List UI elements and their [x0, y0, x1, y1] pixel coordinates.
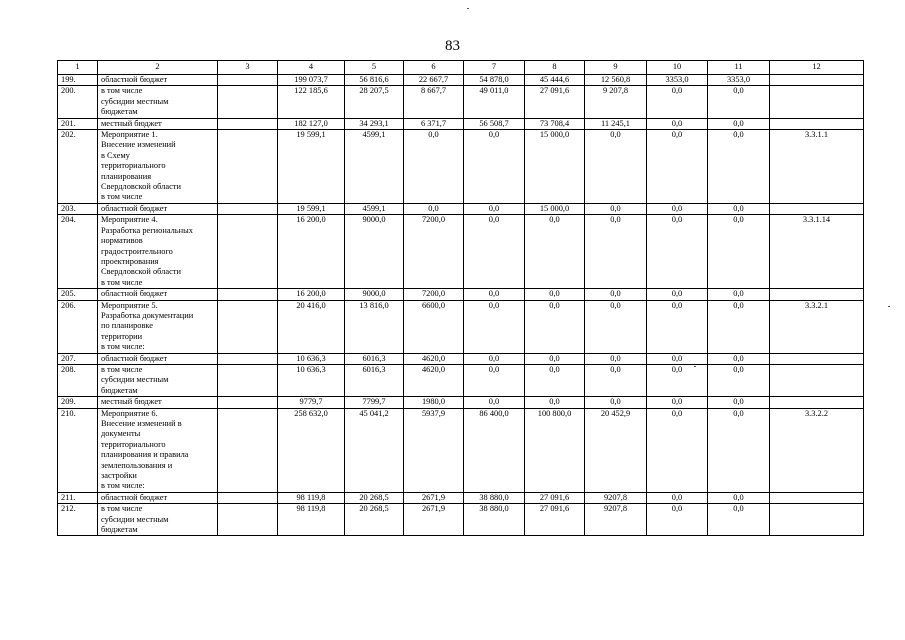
- amount-cell: 19 599,1: [278, 130, 345, 204]
- amount-cell: 0,0: [585, 397, 647, 408]
- description-line: Мероприятие 4.: [101, 215, 158, 225]
- description-line: Свердловской области: [101, 267, 181, 277]
- description-line: в том числе:: [101, 481, 145, 491]
- description-line: Разработка региональных: [101, 225, 193, 235]
- amount-cell: 20 268,5: [345, 504, 404, 536]
- amount-cell: 0,0: [647, 300, 708, 353]
- description-line: областной бюджет: [101, 289, 168, 299]
- description-cell: [98, 408, 218, 492]
- amount-cell: 0,0: [708, 408, 770, 492]
- amount-cell: 3353,0: [708, 75, 770, 86]
- amount-cell: 0,0: [464, 130, 525, 204]
- amount-cell: 27 091,6: [525, 492, 585, 503]
- amount-cell: 15 000,0: [525, 130, 585, 204]
- amount-cell: 0,0: [464, 289, 525, 300]
- table-row: [58, 75, 864, 86]
- amount-cell: 16 200,0: [278, 289, 345, 300]
- description-cell: [98, 86, 218, 118]
- amount-cell: 0,0: [525, 300, 585, 353]
- amount-cell: 7200,0: [404, 215, 464, 289]
- amount-cell: 0,0: [708, 130, 770, 204]
- amount-cell: 20 416,0: [278, 300, 345, 353]
- description-line: в том числе: [101, 277, 143, 287]
- target-indicator-cell: [770, 289, 864, 300]
- column-3-cell: [218, 130, 278, 204]
- description-line: в том числе: [101, 86, 143, 96]
- amount-cell: 6016,3: [345, 353, 404, 364]
- description-line: Внесение изменений: [101, 140, 176, 150]
- target-indicator-cell: [770, 118, 864, 129]
- amount-cell: 0,0: [647, 289, 708, 300]
- description-line: территории: [101, 331, 143, 341]
- amount-cell: 45 444,6: [525, 75, 585, 86]
- description-line: нормативов: [101, 236, 143, 246]
- amount-cell: 9000,0: [345, 215, 404, 289]
- amount-cell: 15 000,0: [525, 203, 585, 214]
- column-3-cell: [218, 397, 278, 408]
- amount-cell: 6600,0: [404, 300, 464, 353]
- amount-cell: 0,0: [585, 300, 647, 353]
- amount-cell: 0,0: [708, 492, 770, 503]
- amount-cell: 12 560,8: [585, 75, 647, 86]
- amount-cell: 0,0: [647, 364, 708, 396]
- column-header: 8: [525, 61, 585, 75]
- column-header: 5: [345, 61, 404, 75]
- target-indicator-cell: 3.3.1.14: [770, 215, 864, 289]
- amount-cell: 16 200,0: [278, 215, 345, 289]
- amount-cell: 0,0: [708, 86, 770, 118]
- description-cell: [98, 300, 218, 353]
- table-row: [58, 86, 864, 118]
- description-line: территориального: [101, 439, 166, 449]
- column-header: 11: [708, 61, 770, 75]
- amount-cell: 0,0: [585, 215, 647, 289]
- column-header: 4: [278, 61, 345, 75]
- amount-cell: 0,0: [585, 289, 647, 300]
- amount-cell: 10 636,3: [278, 353, 345, 364]
- table-row: [58, 492, 864, 503]
- row-number-cell: 205.: [58, 289, 98, 300]
- row-number-cell: 212.: [58, 504, 98, 536]
- amount-cell: 3353,0: [647, 75, 708, 86]
- amount-cell: 7799,7: [345, 397, 404, 408]
- budget-table: [57, 60, 864, 536]
- amount-cell: 27 091,6: [525, 86, 585, 118]
- table-row: [58, 300, 864, 353]
- description-line: застройки: [101, 471, 137, 481]
- column-3-cell: [218, 492, 278, 503]
- table-header-row: [58, 61, 864, 75]
- description-line: бюджетам: [101, 385, 138, 395]
- table-row: [58, 215, 864, 289]
- amount-cell: 1980,0: [404, 397, 464, 408]
- description-cell: [98, 492, 218, 503]
- table-row: [58, 289, 864, 300]
- row-number-cell: 200.: [58, 86, 98, 118]
- amount-cell: 54 878,0: [464, 75, 525, 86]
- column-3-cell: [218, 408, 278, 492]
- description-line: областной бюджет: [101, 492, 168, 502]
- amount-cell: 0,0: [585, 130, 647, 204]
- amount-cell: 28 207,5: [345, 86, 404, 118]
- amount-cell: 0,0: [525, 397, 585, 408]
- amount-cell: 5937,9: [404, 408, 464, 492]
- description-line: градостроительного: [101, 246, 173, 256]
- amount-cell: 4599,1: [345, 203, 404, 214]
- amount-cell: 4620,0: [404, 353, 464, 364]
- column-3-cell: [218, 504, 278, 536]
- amount-cell: 6 371,7: [404, 118, 464, 129]
- description-line: землепользования и: [101, 460, 173, 470]
- amount-cell: 0,0: [647, 492, 708, 503]
- amount-cell: 0,0: [647, 504, 708, 536]
- description-cell: [98, 289, 218, 300]
- amount-cell: 56 816,6: [345, 75, 404, 86]
- amount-cell: 8 667,7: [404, 86, 464, 118]
- amount-cell: 38 880,0: [464, 504, 525, 536]
- amount-cell: 0,0: [525, 215, 585, 289]
- description-line: документы: [101, 429, 141, 439]
- amount-cell: 0,0: [525, 364, 585, 396]
- description-line: субсидии местным: [101, 375, 169, 385]
- column-header: 2: [98, 61, 218, 75]
- description-line: Внесение изменений в: [101, 419, 182, 428]
- table-row: [58, 118, 864, 129]
- table-body: [58, 75, 864, 536]
- table-row: [58, 203, 864, 214]
- description-line: областной бюджет: [101, 75, 168, 84]
- description-line: Мероприятие 5.: [101, 300, 158, 310]
- amount-cell: 0,0: [708, 364, 770, 396]
- amount-cell: 73 708,4: [525, 118, 585, 129]
- amount-cell: 0,0: [525, 353, 585, 364]
- amount-cell: 56 508,7: [464, 118, 525, 129]
- column-3-cell: [218, 215, 278, 289]
- target-indicator-cell: [770, 504, 864, 536]
- row-number-cell: 199.: [58, 75, 98, 86]
- amount-cell: 19 599,1: [278, 203, 345, 214]
- description-line: территориального: [101, 161, 166, 171]
- column-3-cell: [218, 75, 278, 86]
- description-line: субсидии местным: [101, 514, 169, 524]
- target-indicator-cell: [770, 492, 864, 503]
- description-cell: [98, 118, 218, 129]
- description-line: Свердловской области: [101, 182, 181, 192]
- amount-cell: 0,0: [404, 203, 464, 214]
- amount-cell: 6016,3: [345, 364, 404, 396]
- amount-cell: 86 400,0: [464, 408, 525, 492]
- target-indicator-cell: [770, 364, 864, 396]
- column-3-cell: [218, 353, 278, 364]
- description-cell: [98, 397, 218, 408]
- description-line: Разработка документации: [101, 310, 194, 320]
- amount-cell: 0,0: [708, 397, 770, 408]
- column-header: 10: [647, 61, 708, 75]
- amount-cell: 2671,9: [404, 504, 464, 536]
- target-indicator-cell: [770, 397, 864, 408]
- table-row: [58, 353, 864, 364]
- amount-cell: 0,0: [708, 118, 770, 129]
- description-line: по планировке: [101, 321, 154, 331]
- column-header: 1: [58, 61, 98, 75]
- amount-cell: 4599,1: [345, 130, 404, 204]
- target-indicator-cell: [770, 353, 864, 364]
- row-number-cell: 210.: [58, 408, 98, 492]
- amount-cell: 98 119,8: [278, 492, 345, 503]
- description-line: в том числе: [101, 504, 143, 514]
- amount-cell: 0,0: [525, 289, 585, 300]
- amount-cell: 0,0: [647, 408, 708, 492]
- table-row: [58, 504, 864, 536]
- amount-cell: 45 041,2: [345, 408, 404, 492]
- amount-cell: 0,0: [708, 203, 770, 214]
- amount-cell: 9 207,8: [585, 86, 647, 118]
- amount-cell: 9207,8: [585, 492, 647, 503]
- target-indicator-cell: [770, 75, 864, 86]
- amount-cell: 27 091,6: [525, 504, 585, 536]
- row-number-cell: 208.: [58, 364, 98, 396]
- description-line: планирования и правила: [101, 450, 189, 460]
- amount-cell: 10 636,3: [278, 364, 345, 396]
- page-number: 83: [445, 38, 460, 54]
- amount-cell: 0,0: [647, 353, 708, 364]
- description-cell: [98, 130, 218, 204]
- target-indicator-cell: [770, 86, 864, 118]
- amount-cell: 20 452,9: [585, 408, 647, 492]
- row-number-cell: 201.: [58, 118, 98, 129]
- table-row: [58, 364, 864, 396]
- row-number-cell: 207.: [58, 353, 98, 364]
- amount-cell: 2671,9: [404, 492, 464, 503]
- amount-cell: 98 119,8: [278, 504, 345, 536]
- target-indicator-cell: 3.3.2.1: [770, 300, 864, 353]
- table-row: [58, 397, 864, 408]
- description-line: в том числе:: [101, 342, 145, 352]
- amount-cell: 0,0: [464, 397, 525, 408]
- amount-cell: 0,0: [708, 215, 770, 289]
- amount-cell: 0,0: [647, 118, 708, 129]
- table-row: [58, 408, 864, 492]
- amount-cell: 0,0: [464, 203, 525, 214]
- description-line: областной бюджет: [101, 353, 168, 363]
- row-number-cell: 204.: [58, 215, 98, 289]
- description-line: бюджетам: [101, 525, 138, 535]
- description-line: бюджетам: [101, 107, 138, 117]
- description-cell: [98, 353, 218, 364]
- amount-cell: 100 800,0: [525, 408, 585, 492]
- amount-cell: 199 073,7: [278, 75, 345, 86]
- amount-cell: 0,0: [585, 353, 647, 364]
- amount-cell: 0,0: [464, 353, 525, 364]
- amount-cell: 11 245,1: [585, 118, 647, 129]
- description-line: в том числе: [101, 364, 143, 374]
- amount-cell: 0,0: [464, 300, 525, 353]
- amount-cell: 0,0: [647, 397, 708, 408]
- amount-cell: 4620,0: [404, 364, 464, 396]
- scan-speck: [888, 306, 890, 307]
- amount-cell: 7200,0: [404, 289, 464, 300]
- scan-speck: [467, 8, 469, 9]
- column-header: 6: [404, 61, 464, 75]
- description-line: местный бюджет: [101, 118, 162, 128]
- amount-cell: 34 293,1: [345, 118, 404, 129]
- column-header: 9: [585, 61, 647, 75]
- amount-cell: 0,0: [464, 364, 525, 396]
- amount-cell: 258 632,0: [278, 408, 345, 492]
- amount-cell: 0,0: [708, 289, 770, 300]
- description-line: областной бюджет: [101, 203, 168, 213]
- description-cell: [98, 203, 218, 214]
- amount-cell: 0,0: [708, 300, 770, 353]
- column-3-cell: [218, 300, 278, 353]
- amount-cell: 49 011,0: [464, 86, 525, 118]
- amount-cell: 22 667,7: [404, 75, 464, 86]
- description-line: местный бюджет: [101, 397, 162, 407]
- amount-cell: 0,0: [647, 215, 708, 289]
- row-number-cell: 202.: [58, 130, 98, 204]
- column-header: 12: [770, 61, 864, 75]
- target-indicator-cell: 3.3.1.1: [770, 130, 864, 204]
- row-number-cell: 211.: [58, 492, 98, 503]
- amount-cell: 9000,0: [345, 289, 404, 300]
- description-line: Мероприятие 6.: [101, 408, 158, 418]
- amount-cell: 0,0: [647, 86, 708, 118]
- amount-cell: 9207,8: [585, 504, 647, 536]
- amount-cell: 0,0: [404, 130, 464, 204]
- description-cell: [98, 75, 218, 86]
- column-header: 3: [218, 61, 278, 75]
- column-3-cell: [218, 364, 278, 396]
- amount-cell: 13 816,0: [345, 300, 404, 353]
- amount-cell: 38 880,0: [464, 492, 525, 503]
- amount-cell: 0,0: [647, 130, 708, 204]
- amount-cell: 9779,7: [278, 397, 345, 408]
- amount-cell: 0,0: [585, 364, 647, 396]
- row-number-cell: 209.: [58, 397, 98, 408]
- amount-cell: 0,0: [464, 215, 525, 289]
- description-cell: [98, 504, 218, 536]
- description-line: субсидии местным: [101, 96, 169, 106]
- description-cell: [98, 215, 218, 289]
- row-number-cell: 203.: [58, 203, 98, 214]
- column-3-cell: [218, 118, 278, 129]
- description-line: проектирования: [101, 256, 159, 266]
- target-indicator-cell: [770, 203, 864, 214]
- amount-cell: 182 127,0: [278, 118, 345, 129]
- row-number-cell: 206.: [58, 300, 98, 353]
- table-row: [58, 130, 864, 204]
- description-line: планирования: [101, 171, 152, 181]
- amount-cell: 122 185,6: [278, 86, 345, 118]
- amount-cell: 0,0: [647, 203, 708, 214]
- column-3-cell: [218, 203, 278, 214]
- amount-cell: 0,0: [585, 203, 647, 214]
- description-line: в том числе: [101, 192, 143, 202]
- column-header: 7: [464, 61, 525, 75]
- description-cell: [98, 364, 218, 396]
- column-3-cell: [218, 86, 278, 118]
- amount-cell: 0,0: [708, 504, 770, 536]
- description-line: Мероприятие 1.: [101, 130, 158, 140]
- target-indicator-cell: 3.3.2.2: [770, 408, 864, 492]
- column-3-cell: [218, 289, 278, 300]
- amount-cell: 20 268,5: [345, 492, 404, 503]
- description-line: в Схему: [101, 150, 130, 160]
- amount-cell: 0,0: [708, 353, 770, 364]
